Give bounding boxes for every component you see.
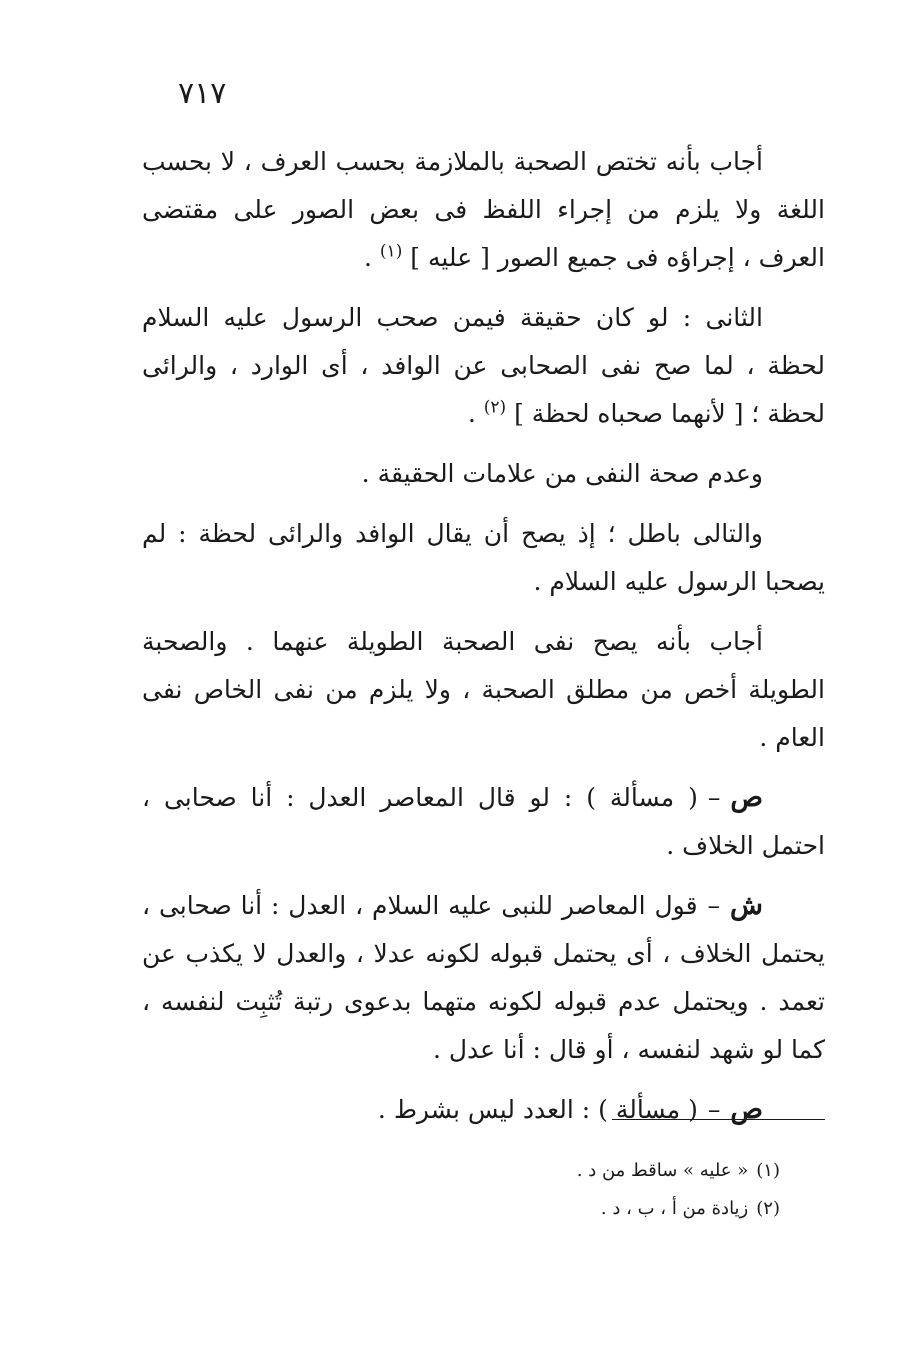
section-marker-shin: ش <box>730 890 763 921</box>
paragraph-1 <box>142 138 825 282</box>
footnote-1 <box>300 1152 780 1190</box>
footnote-1-number: (١) <box>756 1160 780 1181</box>
footnotes <box>300 1152 780 1228</box>
paragraph-6 <box>142 774 825 870</box>
paragraph-8-text: ( مسألة ) : العدد ليس بشرط . <box>377 1095 698 1124</box>
paragraph-8 <box>142 1086 825 1134</box>
paragraph-6-text: ( مسألة ) : لو قال المعاصر العدل : أنا صحابى ، احتمل الخلاف . <box>142 783 825 860</box>
paragraph-5-text: أجاب بأنه يصح نفى الصحبة الطويلة عنهما . والصحبة الطويلة أخص من مطلق الصحبة ، ولا يلزم من نفى الخاص نفى العام . <box>142 627 825 752</box>
footnote-2 <box>300 1190 780 1228</box>
paragraph-1-tail: . <box>364 243 380 272</box>
paragraph-2-text: الثانى : لو كان حقيقة فيمن صحب الرسول عليه السلام لحظة ، لما صح نفى الصحابى عن الوافد ، أى الوارد ، والرائى لحظة ؛ [ لأنهما صحباه لحظة ] <box>142 303 825 428</box>
paragraph-4 <box>142 510 825 606</box>
paragraph-2-tail: . <box>467 399 484 428</box>
paragraph-1-text: أجاب بأنه تختص الصحبة بالملازمة بحسب العرف ، لا بحسب اللغة ولا يلزم من إجراء اللفظ فى بعض الصور على مقتضى العرف ، إجراؤه فى جميع الصور [ عليه ] <box>142 147 825 272</box>
paragraph-5 <box>142 618 825 762</box>
footnote-ref-2[interactable]: (٢) <box>483 397 507 418</box>
footnote-1-text: « عليه » ساقط من د . <box>576 1160 749 1181</box>
section-marker-sad: ص <box>730 1094 763 1125</box>
footnote-divider <box>612 1119 825 1120</box>
marker-dash: – <box>707 891 721 920</box>
paragraph-3-text: وعدم صحة النفى من علامات الحقيقة . <box>361 459 763 488</box>
paragraph-7-text: قول المعاصر للنبى عليه السلام ، العدل : أنا صحابى ، يحتمل الخلاف ، أى يحتمل قبوله لكونه عدلا ، والعدل لا يكذب عن تعمد . ويحتمل عدم قبوله لكونه متهما بدعوى رتبة تُثبِت لنفسه ، كما لو شهد لنفسه ، أو قال : أنا عدل . <box>142 891 825 1064</box>
footnote-ref-1[interactable]: (١) <box>379 241 403 262</box>
marker-dash: – <box>707 783 721 812</box>
marker-dash: – <box>707 1095 721 1124</box>
page-number: ٧١٧ <box>178 76 227 111</box>
paragraph-7 <box>142 882 825 1074</box>
paragraph-3 <box>142 450 825 498</box>
footnote-2-number: (٢) <box>756 1198 780 1219</box>
paragraph-2 <box>142 294 825 438</box>
section-marker-sad: ص <box>730 782 763 813</box>
main-text <box>142 138 825 1146</box>
footnote-2-text: زيادة من أ ، ب ، د . <box>600 1198 749 1219</box>
paragraph-4-text: والتالى باطل ؛ إذ يصح أن يقال الوافد والرائى لحظة : لم يصحبا الرسول عليه السلام . <box>142 519 825 596</box>
